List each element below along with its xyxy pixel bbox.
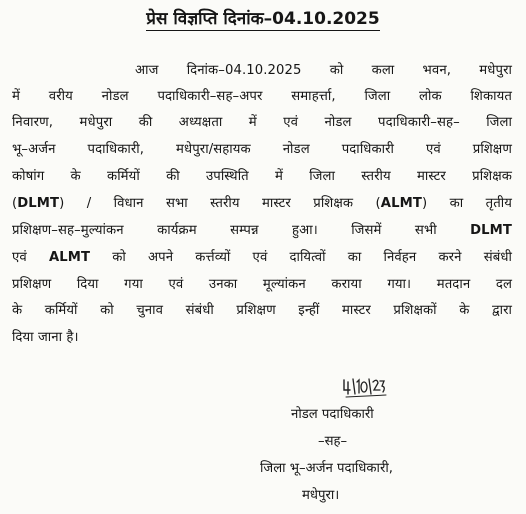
body-line-8: एवं ALMT को अपने कर्त्तव्यों एवं दायित्वों का निर्वहन करने संबंधी: [12, 250, 512, 265]
handwritten-initials-signature: [342, 376, 388, 400]
press-release-title: प्रेस विज्ञप्ति दिनांक–04.10.2025: [146, 9, 380, 29]
body-line-3: निवारण, मधेपुरा की अध्यक्षता में एवं नोडल पदाधिकारी–सह– जिला: [12, 115, 512, 130]
signatory-designation-nodal-officer: नोडल पदाधिकारी: [291, 407, 374, 422]
body-line-11: दिया जाना है।: [12, 330, 79, 345]
body-line-1: आज दिनांक–04.10.2025 को कला भवन, मधेपुरा: [135, 63, 512, 78]
body-line-2: में वरीय नोडल पदाधिकारी–सह–अपर समाहर्त्ता, जिला लोक शिकायत: [12, 89, 512, 104]
body-line-7: प्रशिक्षण–सह–मुल्यांकन कार्यक्रम सम्पन्न हुआ। जिसमें सभी DLMT: [12, 223, 512, 238]
signatory-designation-cum: –सह–: [318, 434, 348, 449]
body-line-6: (DLMT) / विधान सभा स्तरीय मास्टर प्रशिक्षक (ALMT) का तृतीय: [12, 196, 512, 211]
signatory-designation-land-acquisition-officer: जिला भू–अर्जन पदाधिकारी,: [260, 461, 393, 476]
body-line-10: के कर्मियों को चुनाव संबंधी प्रशिक्षण इन्हीं मास्टर प्रशिक्षकों के द्वारा: [12, 303, 512, 318]
body-line-4: भू–अर्जन पदाधिकारी, मधेपुरा/सहायक नोडल पदाधिकारी एवं प्रशिक्षण: [12, 142, 512, 157]
signatory-place: मधेपुरा।: [302, 488, 340, 503]
body-line-5: कोषांग के कर्मियों की उपस्थिति में जिला स्तरीय मास्टर प्रशिक्षक: [12, 169, 512, 184]
body-line-9: प्रशिक्षण दिया गया एवं उनका मूल्यांकन कराया गया। मतदान दल: [12, 277, 512, 292]
